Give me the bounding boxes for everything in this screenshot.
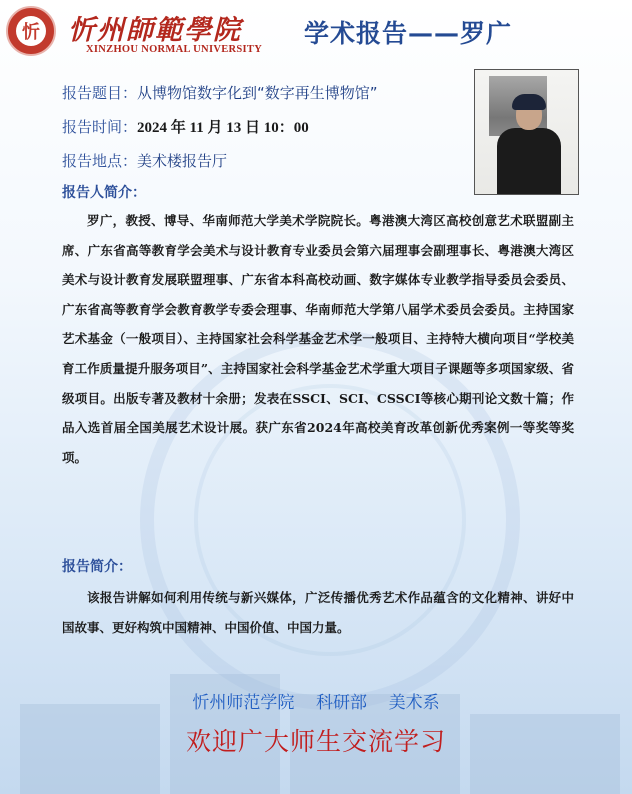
place-label: 报告地点： [62,152,138,170]
topic-label: 报告题目： [62,84,138,102]
report-heading: 报告简介： [62,559,132,575]
time-value: 2024 年 11 月 13 日 10：00 [137,120,309,136]
school-name-en: XINZHOU NORMAL UNIVERSITY [86,44,263,55]
time-label: 报告时间： [62,118,138,136]
welcome-message: 欢迎广大师生交流学习 [185,727,446,756]
university-logo [6,6,56,56]
page-title: 学术报告——罗广 [304,19,513,48]
speaker-heading: 报告人简介： [62,185,146,201]
topic-row [62,82,378,103]
place-value: 美术楼报告厅 [137,152,228,170]
speaker-photo [474,69,579,195]
topic-value: 从博物馆数字化到“数字再生博物馆” [137,84,378,102]
speaker-bio: 罗广，教授、博导、华南师范大学美术学院院长。粤港澳大湾区高校创意艺术联盟副主席、广东省高等教育学会美术与设计教育专业委员会第六届理事会副理事长、粤港澳大湾区美术与设计教育发展联盟理事、广东省本科高校动画、数字媒体专业教学指导委员会委员、广东省高等教育学会教育教学专委会理事、华南师范大学第八届学术委员会委员。主持国家艺术基金（一般项目）、主持国家社会科学基金艺术学一般项目、主持特大横向项目“学校美育工作质量提升服务项目”、主持国家社会科学基金艺术学重大项目子课题等多项国家级、省级项目。出版专著及教材十余册；发表在SSCI、SCI、CSSCI等核心期刊论文数十篇；作品入选首届全国美展艺术设计展。获广东省2024年高校美育改革创新优秀案例一等奖等奖项。 [62,213,574,465]
report-summary: 该报告讲解如何利用传统与新兴媒体，广泛传播优秀艺术作品蕴含的文化精神、讲好中国故事、更好构筑中国精神、中国价值、中国力量。 [62,590,574,635]
organizers: 忻州师范学院 科研部 美术系 [192,693,440,713]
time-row [62,116,309,137]
place-row [62,150,227,171]
logo-character: 忻 [16,16,46,46]
school-name-cn: 忻州師範學院 [68,15,242,46]
